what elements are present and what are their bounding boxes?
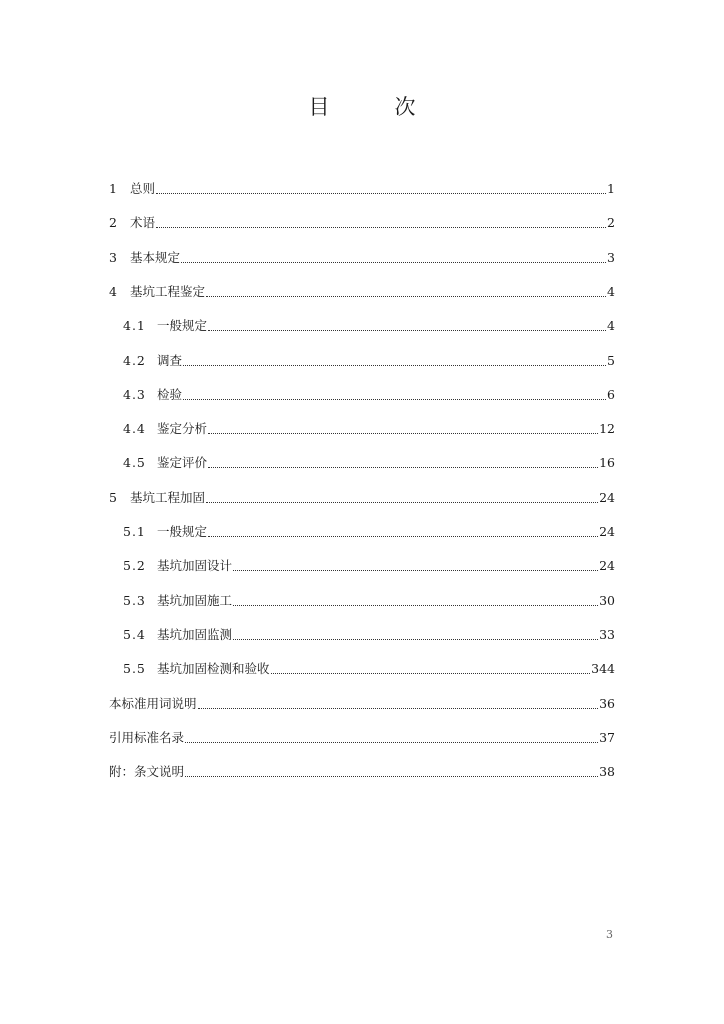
toc-entry-label: 附：条文说明 (109, 764, 185, 780)
toc-entry-label: 引用标准名录 (109, 729, 185, 745)
toc-entry-number: 4.5 (123, 455, 146, 471)
toc-entry[interactable] (123, 588, 615, 610)
toc-entry-page: 5 (607, 352, 615, 368)
toc-entry-label: 鉴定分析 (157, 421, 208, 437)
toc-entry-number: 4.1 (123, 318, 146, 334)
toc-entry-number: 5.3 (123, 592, 146, 608)
toc-entry-number: 5.4 (123, 626, 146, 642)
toc-entry-label: 基坑加固施工 (157, 592, 233, 608)
toc-entry[interactable] (123, 519, 615, 541)
toc-entry[interactable] (123, 348, 615, 370)
toc-entry[interactable] (109, 245, 615, 267)
dot-leader (208, 536, 598, 537)
toc-entry-page: 6 (607, 386, 615, 402)
toc-entry-label: 调查 (157, 352, 183, 368)
toc-entry-page: 30 (599, 592, 615, 608)
toc-entry-page: 2 (607, 215, 615, 231)
toc-entry[interactable] (109, 210, 615, 232)
toc-entry[interactable] (109, 759, 615, 781)
toc-entry-number: 4 (109, 283, 117, 299)
toc-entry-label: 基本规定 (130, 249, 181, 265)
dot-leader (206, 502, 598, 503)
toc-entry-label: 总则 (130, 181, 156, 196)
dot-leader (233, 639, 598, 640)
toc-entry-label: 基坑工程加固 (130, 489, 206, 505)
toc-entry-number: 4.2 (123, 352, 146, 368)
toc-entry-number: 2 (109, 215, 117, 231)
dot-leader (183, 399, 606, 400)
toc-entry[interactable] (123, 450, 615, 472)
toc-entry-page: 33 (599, 626, 615, 642)
toc-entry[interactable] (123, 553, 615, 575)
dot-leader (183, 365, 606, 366)
toc-entry-label: 本标准用词说明 (109, 695, 197, 711)
toc-entry-page: 24 (599, 558, 615, 574)
toc-entry-number: 5.1 (123, 524, 146, 539)
toc-entry-label: 基坑加固设计 (157, 558, 233, 574)
toc-entry-page: 38 (599, 764, 615, 780)
toc-entry[interactable] (123, 416, 615, 438)
toc-entry-number: 5.5 (123, 661, 146, 677)
toc-entry-label: 基坑加固监测 (157, 626, 233, 642)
dot-leader (181, 262, 606, 263)
toc-entry-label: 术语 (130, 215, 156, 231)
dot-leader (206, 296, 606, 297)
dot-leader (185, 776, 598, 777)
toc-entry[interactable] (123, 622, 615, 644)
toc-entry-page: 4 (607, 318, 615, 334)
dot-leader (156, 193, 606, 194)
toc-entry[interactable] (109, 279, 615, 301)
toc-entry-number: 1 (109, 181, 117, 196)
toc-entry-page: 344 (591, 661, 615, 677)
toc-entry-page: 24 (599, 524, 615, 539)
toc-entry-page: 12 (599, 421, 615, 437)
toc-entry[interactable] (123, 656, 615, 678)
toc-entry-label: 基坑加固检测和验收 (157, 661, 270, 677)
toc-entry-page: 4 (607, 283, 615, 299)
dot-leader (156, 227, 606, 228)
toc-entry[interactable] (109, 691, 615, 713)
toc-entry[interactable] (109, 725, 615, 747)
dot-leader (233, 570, 598, 571)
toc-entry[interactable] (123, 382, 615, 404)
dot-leader (185, 742, 598, 743)
dot-leader (208, 433, 598, 434)
toc-entry-label: 一般规定 (157, 524, 208, 539)
toc-entry-page: 24 (599, 489, 615, 505)
dot-leader (198, 708, 599, 709)
toc-entry-page: 36 (599, 695, 615, 711)
toc-entry-label: 基坑工程鉴定 (130, 283, 206, 299)
toc-entry-number: 5 (109, 489, 117, 505)
toc-entry[interactable] (109, 485, 615, 507)
toc-entry[interactable] (109, 176, 615, 198)
dot-leader (271, 673, 591, 674)
dot-leader (208, 467, 598, 468)
dot-leader (233, 605, 598, 606)
toc-entry-page: 16 (599, 455, 615, 471)
toc-entry-page: 3 (607, 249, 615, 265)
toc-entry-page: 37 (599, 729, 615, 745)
page-title: 目 次 (308, 95, 438, 119)
toc-entry-label: 检验 (157, 386, 183, 402)
toc-entry-number: 3 (109, 249, 117, 265)
dot-leader (208, 330, 606, 331)
toc-entry-number: 5.2 (123, 558, 146, 574)
toc-entry-label: 鉴定评价 (157, 455, 208, 471)
toc-entry-number: 4.4 (123, 421, 146, 437)
toc-entry-number: 4.3 (123, 386, 146, 402)
toc-entry-page: 1 (607, 181, 615, 196)
toc-entry[interactable] (123, 313, 615, 335)
toc-entry-label: 一般规定 (157, 318, 208, 334)
footer-page-number: 3 (606, 928, 613, 941)
